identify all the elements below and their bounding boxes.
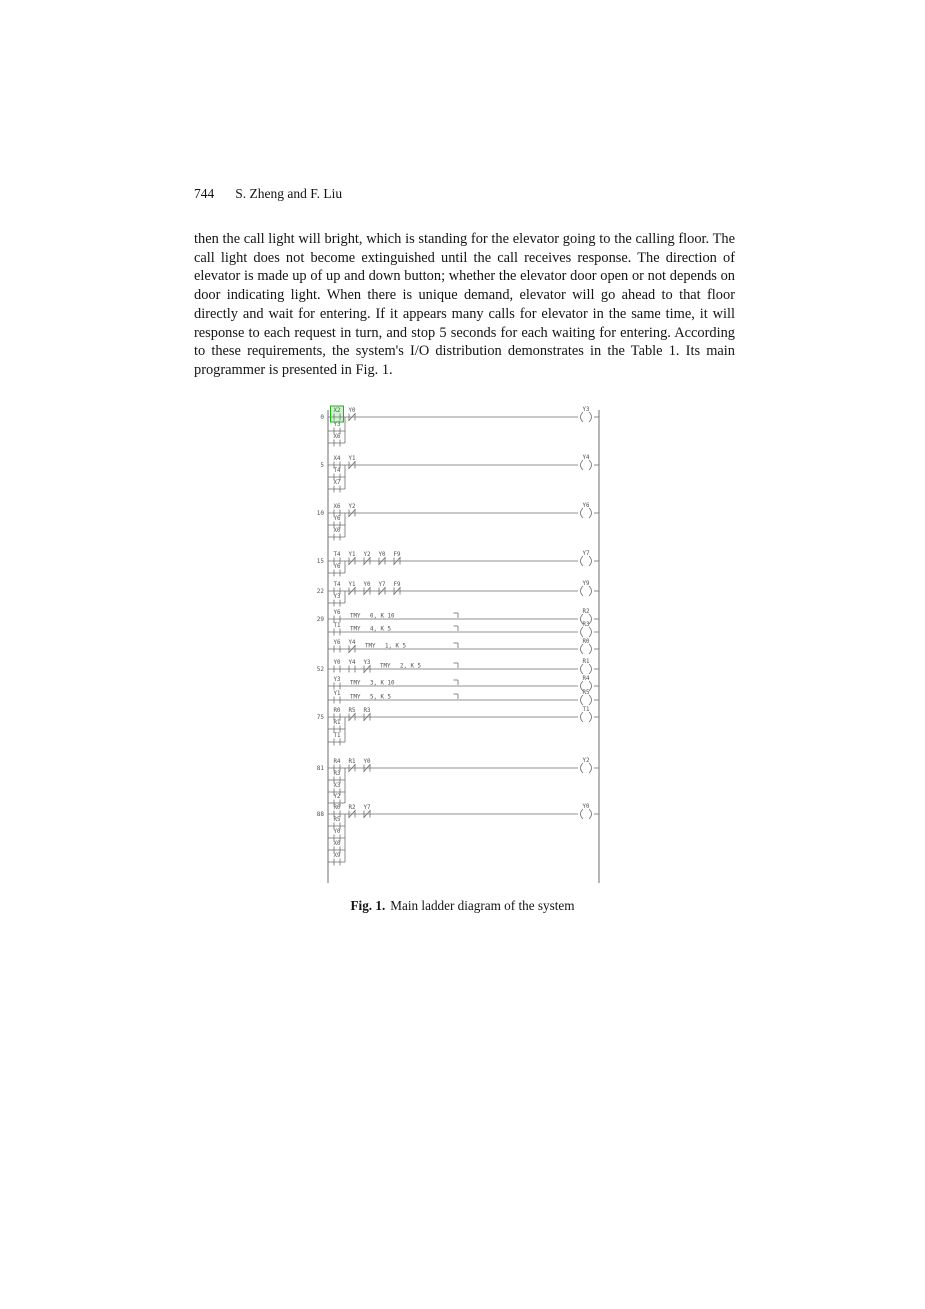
svg-text:Y2: Y2: [333, 794, 341, 800]
running-head-authors: S. Zheng and F. Liu: [235, 186, 343, 201]
svg-text:TMY: TMY: [350, 613, 361, 620]
svg-text:Y1: Y1: [333, 691, 341, 697]
svg-text:Y0: Y0: [348, 408, 356, 414]
svg-text:22: 22: [316, 588, 324, 595]
svg-text:T4: T4: [333, 582, 341, 588]
svg-text:81: 81: [316, 765, 324, 772]
page-header: [194, 186, 342, 202]
svg-text:X0: X0: [333, 528, 341, 534]
svg-text:5: 5: [320, 462, 324, 469]
svg-text:T1: T1: [582, 707, 590, 713]
svg-text:X7: X7: [333, 480, 341, 486]
svg-text:R3: R3: [363, 708, 371, 714]
svg-text:X4: X4: [333, 456, 341, 462]
svg-text:Y0: Y0: [363, 582, 371, 588]
svg-text:R4: R4: [582, 676, 590, 682]
svg-text:X0: X0: [333, 841, 341, 847]
svg-text:Y0: Y0: [582, 804, 590, 810]
svg-text:Y2: Y2: [348, 504, 356, 510]
svg-text:TMY: TMY: [350, 680, 361, 687]
figure-caption-label: Fig. 1.: [350, 898, 386, 913]
page-number: 744: [194, 186, 215, 201]
svg-text:R0: R0: [333, 708, 341, 714]
svg-text:TMY: TMY: [365, 643, 376, 650]
svg-text:T4: T4: [333, 468, 341, 474]
svg-text:X2: X2: [333, 408, 341, 414]
svg-text:Y4: Y4: [348, 640, 356, 646]
svg-text:Y1: Y1: [348, 582, 356, 588]
svg-text:R3: R3: [582, 622, 590, 628]
svg-text:Y4: Y4: [348, 660, 356, 666]
svg-text:88: 88: [316, 811, 324, 818]
svg-text:Y0: Y0: [363, 759, 371, 765]
svg-text:5, K 5: 5, K 5: [370, 694, 391, 701]
figure-caption: [0, 898, 925, 914]
svg-text:R0: R0: [333, 805, 341, 811]
svg-text:R5: R5: [582, 690, 590, 696]
svg-text:Y3: Y3: [333, 594, 341, 600]
svg-text:R5: R5: [333, 817, 341, 823]
svg-text:Y6: Y6: [333, 564, 341, 570]
ladder-diagram: [316, 402, 608, 886]
svg-text:29: 29: [316, 616, 324, 623]
svg-text:Y7: Y7: [378, 582, 386, 588]
svg-text:TMY: TMY: [380, 663, 391, 670]
svg-text:Y3: Y3: [582, 407, 590, 413]
body-paragraph: then the call light will bright, which is standing for the elevator going to the calling floor. The call light does not become extinguished until the call receives response. The direction of elevator is made up of up and down button; whether the elevator door open or not depends on door indicating light. When there is unique demand, elevator will go ahead to that floor directly and wait for entering. If it appears many calls for elevator in the same time, it will response to each request in turn, and stop 5 seconds for each waiting for entering. According to these requirements, the system's I/O distribution demonstrates in the Table 1. Its main programmer is presented in Fig. 1.: [194, 231, 735, 378]
svg-text:T1: T1: [333, 733, 341, 739]
svg-text:Y3: Y3: [333, 422, 341, 428]
svg-text:Y7: Y7: [582, 551, 590, 557]
svg-text:X6: X6: [333, 434, 341, 440]
svg-text:F9: F9: [393, 582, 401, 588]
svg-text:1, K 5: 1, K 5: [385, 643, 406, 650]
svg-text:10: 10: [316, 510, 324, 517]
svg-text:R3: R3: [333, 771, 341, 777]
svg-text:F9: F9: [393, 552, 401, 558]
svg-text:Y3: Y3: [363, 660, 371, 666]
svg-text:R2: R2: [348, 805, 356, 811]
svg-text:TMY: TMY: [350, 694, 361, 701]
svg-text:Y6: Y6: [582, 503, 590, 509]
svg-text:Y1: Y1: [348, 456, 356, 462]
svg-text:T4: T4: [333, 552, 341, 558]
svg-text:Y0: Y0: [333, 829, 341, 835]
svg-text:Y0: Y0: [333, 660, 341, 666]
svg-text:R1: R1: [333, 720, 341, 726]
svg-text:Y6: Y6: [333, 640, 341, 646]
svg-text:0, K 10: 0, K 10: [370, 613, 395, 620]
svg-text:R5: R5: [348, 708, 356, 714]
svg-text:Y2: Y2: [363, 552, 371, 558]
svg-text:3, K 10: 3, K 10: [370, 680, 395, 687]
svg-text:X6: X6: [333, 504, 341, 510]
svg-text:Y0: Y0: [378, 552, 386, 558]
svg-text:Y6: Y6: [333, 610, 341, 616]
svg-text:T1: T1: [333, 623, 341, 629]
svg-text:75: 75: [316, 714, 324, 721]
svg-text:R1: R1: [582, 659, 590, 665]
svg-text:TMY: TMY: [350, 626, 361, 633]
svg-text:Y3: Y3: [333, 677, 341, 683]
svg-text:Y9: Y9: [582, 581, 590, 587]
figure-caption-text: Main ladder diagram of the system: [390, 898, 575, 913]
svg-text:X3: X3: [333, 783, 341, 789]
svg-text:Y7: Y7: [363, 805, 371, 811]
svg-text:R2: R2: [582, 609, 590, 615]
svg-text:X9: X9: [333, 853, 341, 859]
svg-text:0: 0: [320, 414, 324, 421]
svg-text:Y1: Y1: [348, 552, 356, 558]
svg-text:15: 15: [316, 558, 324, 565]
svg-text:R0: R0: [582, 639, 590, 645]
svg-text:Y2: Y2: [582, 758, 590, 764]
svg-text:4, K 5: 4, K 5: [370, 626, 391, 633]
svg-text:2, K 5: 2, K 5: [400, 663, 421, 670]
svg-text:Y6: Y6: [333, 516, 341, 522]
svg-text:Y4: Y4: [582, 455, 590, 461]
svg-text:R4: R4: [333, 759, 341, 765]
svg-text:R1: R1: [348, 759, 356, 765]
svg-text:52: 52: [316, 666, 324, 673]
